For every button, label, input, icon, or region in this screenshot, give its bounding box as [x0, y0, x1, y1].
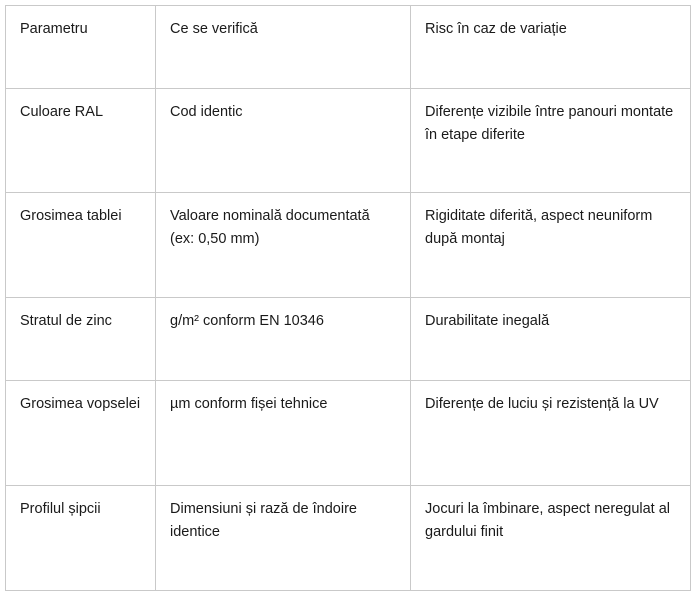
table-row	[6, 89, 691, 193]
header-cell-parameter: Parametru	[6, 6, 156, 89]
table-header-row	[6, 6, 691, 89]
header-cell-risk: Risc în caz de variație	[411, 6, 691, 89]
table-row	[6, 486, 691, 591]
table-cell-check: Valoare nominală documentată (ex: 0,50 mm)	[156, 193, 411, 298]
table-cell-parameter: Culoare RAL	[6, 89, 156, 193]
table-cell-risk: Diferențe vizibile între panouri montate în etape diferite	[411, 89, 691, 193]
table-cell-parameter: Grosimea tablei	[6, 193, 156, 298]
header-cell-what-is-checked: Ce se verifică	[156, 6, 411, 89]
table-cell-check: µm conform fișei tehnice	[156, 381, 411, 486]
table-cell-risk: Jocuri la îmbinare, aspect neregulat al gardului finit	[411, 486, 691, 591]
table-cell-risk: Rigiditate diferită, aspect neuniform după montaj	[411, 193, 691, 298]
table-cell-risk: Durabilitate inegală	[411, 298, 691, 381]
table-row	[6, 298, 691, 381]
table-row	[6, 193, 691, 298]
table-cell-risk: Diferențe de luciu și rezistență la UV	[411, 381, 691, 486]
parameters-table	[5, 5, 691, 591]
table-cell-check: Dimensiuni și rază de îndoire identice	[156, 486, 411, 591]
table-cell-parameter: Grosimea vopselei	[6, 381, 156, 486]
table-cell-parameter: Profilul șipcii	[6, 486, 156, 591]
table-cell-parameter: Stratul de zinc	[6, 298, 156, 381]
table-row	[6, 381, 691, 486]
table-cell-check: Cod identic	[156, 89, 411, 193]
table-cell-check: g/m² conform EN 10346	[156, 298, 411, 381]
